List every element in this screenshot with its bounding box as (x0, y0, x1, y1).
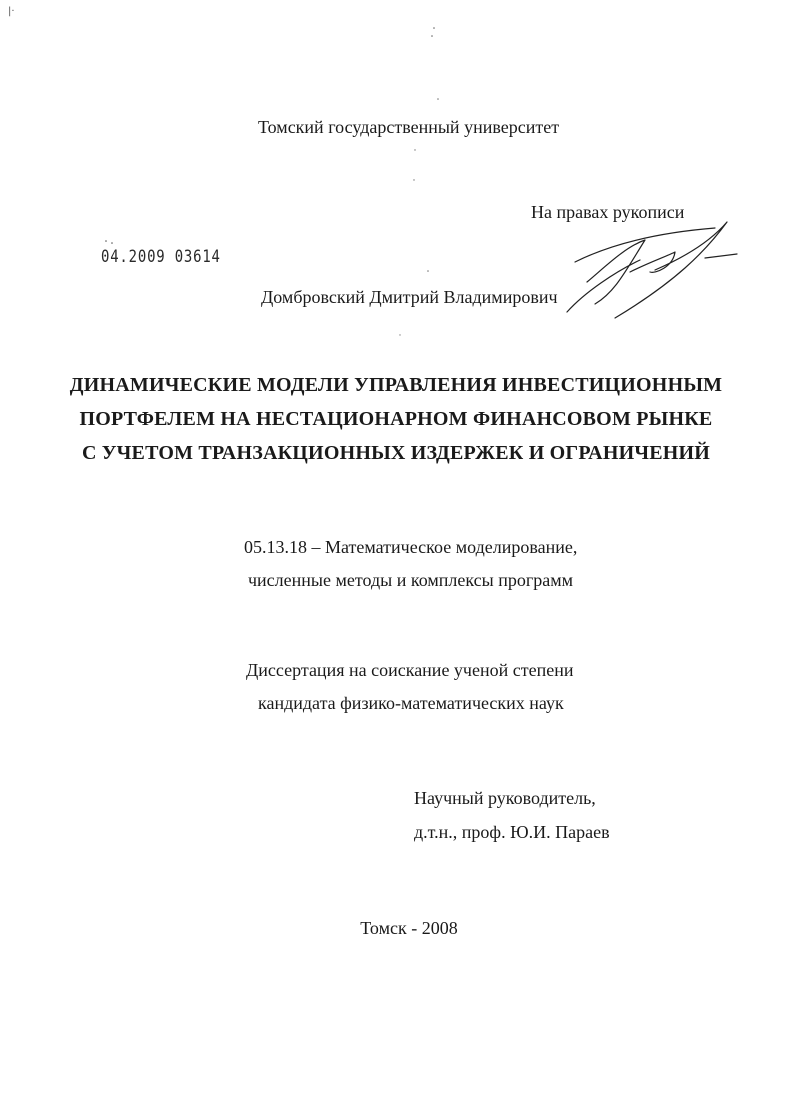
advisor-label: Научный руководитель, (414, 788, 596, 808)
specialty-line: 05.13.18 – Математическое моделирование, (244, 537, 578, 557)
specialty-line: численные методы и комплексы программ (248, 570, 574, 590)
degree-block (246, 654, 573, 720)
signature-stroke (575, 228, 715, 262)
university-name: Томский государственный университет (258, 117, 560, 137)
signature-stroke (615, 222, 727, 318)
speck (431, 35, 433, 37)
advisor-block (414, 781, 610, 849)
city-year: Томск - 2008 (360, 918, 458, 938)
registration-stamp: 04.2009 03614 (101, 247, 221, 267)
handwritten-signature (555, 212, 755, 322)
speck (437, 98, 439, 100)
speck (433, 27, 435, 29)
dissertation-title (0, 368, 792, 470)
corner-mark: |· (8, 6, 15, 17)
speck (111, 242, 113, 244)
speck (427, 270, 429, 272)
speck (399, 334, 400, 335)
advisor-name: д.т.н., проф. Ю.И. Параев (414, 822, 610, 842)
signature-stroke (705, 254, 737, 258)
signature-stroke (587, 240, 645, 304)
degree-line: Диссертация на соискание ученой степени (246, 660, 574, 680)
title-line: С УЧЕТОМ ТРАНЗАКЦИОННЫХ ИЗДЕРЖЕК И ОГРАНИЧЕНИЙ (81, 442, 711, 464)
specialty-block (244, 531, 577, 597)
author-name: Домбровский Дмитрий Владимирович (261, 287, 558, 307)
title-line: ПОРТФЕЛЕМ НА НЕСТАЦИОНАРНОМ ФИНАНСОВОМ РЫНКЕ (79, 408, 713, 430)
rights-notice: На правах рукописи (531, 202, 685, 222)
degree-line: кандидата физико-математических наук (258, 693, 564, 713)
speck (105, 240, 107, 242)
speck (414, 149, 415, 150)
speck (413, 179, 414, 180)
title-line: ДИНАМИЧЕСКИЕ МОДЕЛИ УПРАВЛЕНИЯ ИНВЕСТИЦИОННЫМ (69, 374, 723, 396)
